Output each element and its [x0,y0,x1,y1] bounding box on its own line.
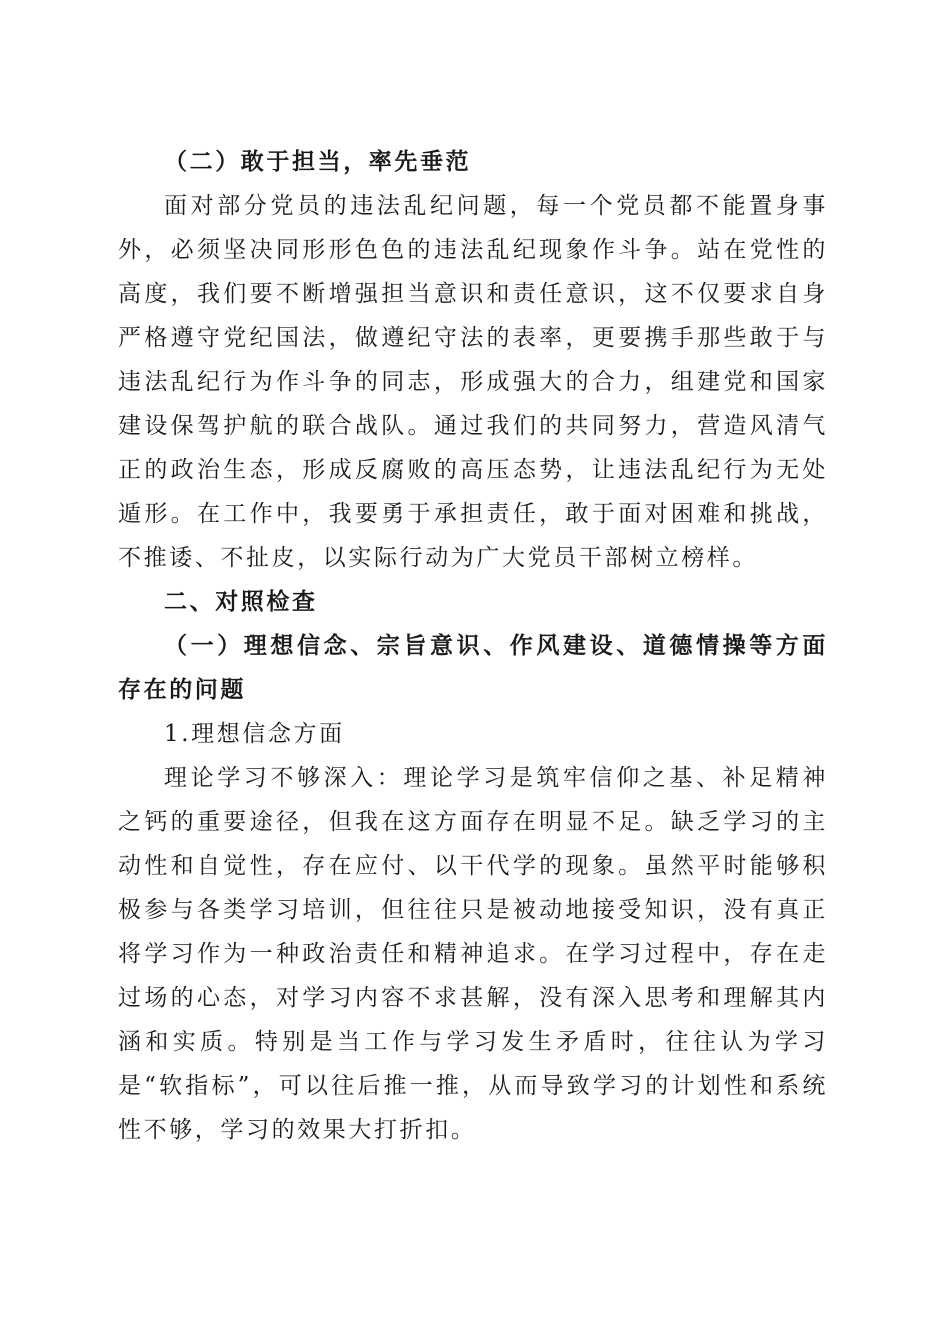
section-heading-self-examination: 二、对照检查 [164,589,318,615]
item-heading-ideals-beliefs: 1.理想信念方面 [164,721,345,747]
paragraph-theory-study: 理论学习不够深入：理论学习是筑牢信仰之基、补足精神之钙的重要途径，但我在这方面存在明显不足。缺乏学习的主动性和自觉性，存在应付、以干代学的现象。虽然平时能够积极参与各类学习培训，但往往只是被动地接受知识，没有真正将学习作为一种政治责任和精神追求。在学习过程中，存在走过场的心态，对学习内容不求甚解，没有深入思考和理解其内涵和实质。特别是当工作与学习发生矛盾时，往往认为学习是“软指标”，可以往后推一推，从而导致学习的计划性和系统性不够，学习的效果大打折扣。 [118,765,828,1143]
document-body [118,140,828,1152]
paragraph-responsibility: 面对部分党员的违法乱纪问题，每一个党员都不能置身事外，必须坚决同形形色色的违法乱纪现象作斗争。站在党性的高度，我们要不断增强担当意识和责任意识，这不仅要求自身严格遵守党纪国法，做遵纪守法的表率，更要携手那些敢于与违法乱纪行为作斗争的同志，形成强大的合力，组建党和国家建设保驾护航的联合战队。通过我们的共同努力，营造风清气正的政治生态，形成反腐败的高压态势，让违法乱纪行为无处遁形。在工作中，我要勇于承担责任，敢于面对困难和挑战，不推诿、不扯皮，以实际行动为广大党员干部树立榜样。 [118,193,828,571]
subsection-heading-existing-problems: （一）理想信念、宗旨意识、作风建设、道德情操等方面存在的问题 [118,632,828,703]
subsection-heading-dare-to-take-responsibility: （二）敢于担当，率先垂范 [164,148,472,175]
